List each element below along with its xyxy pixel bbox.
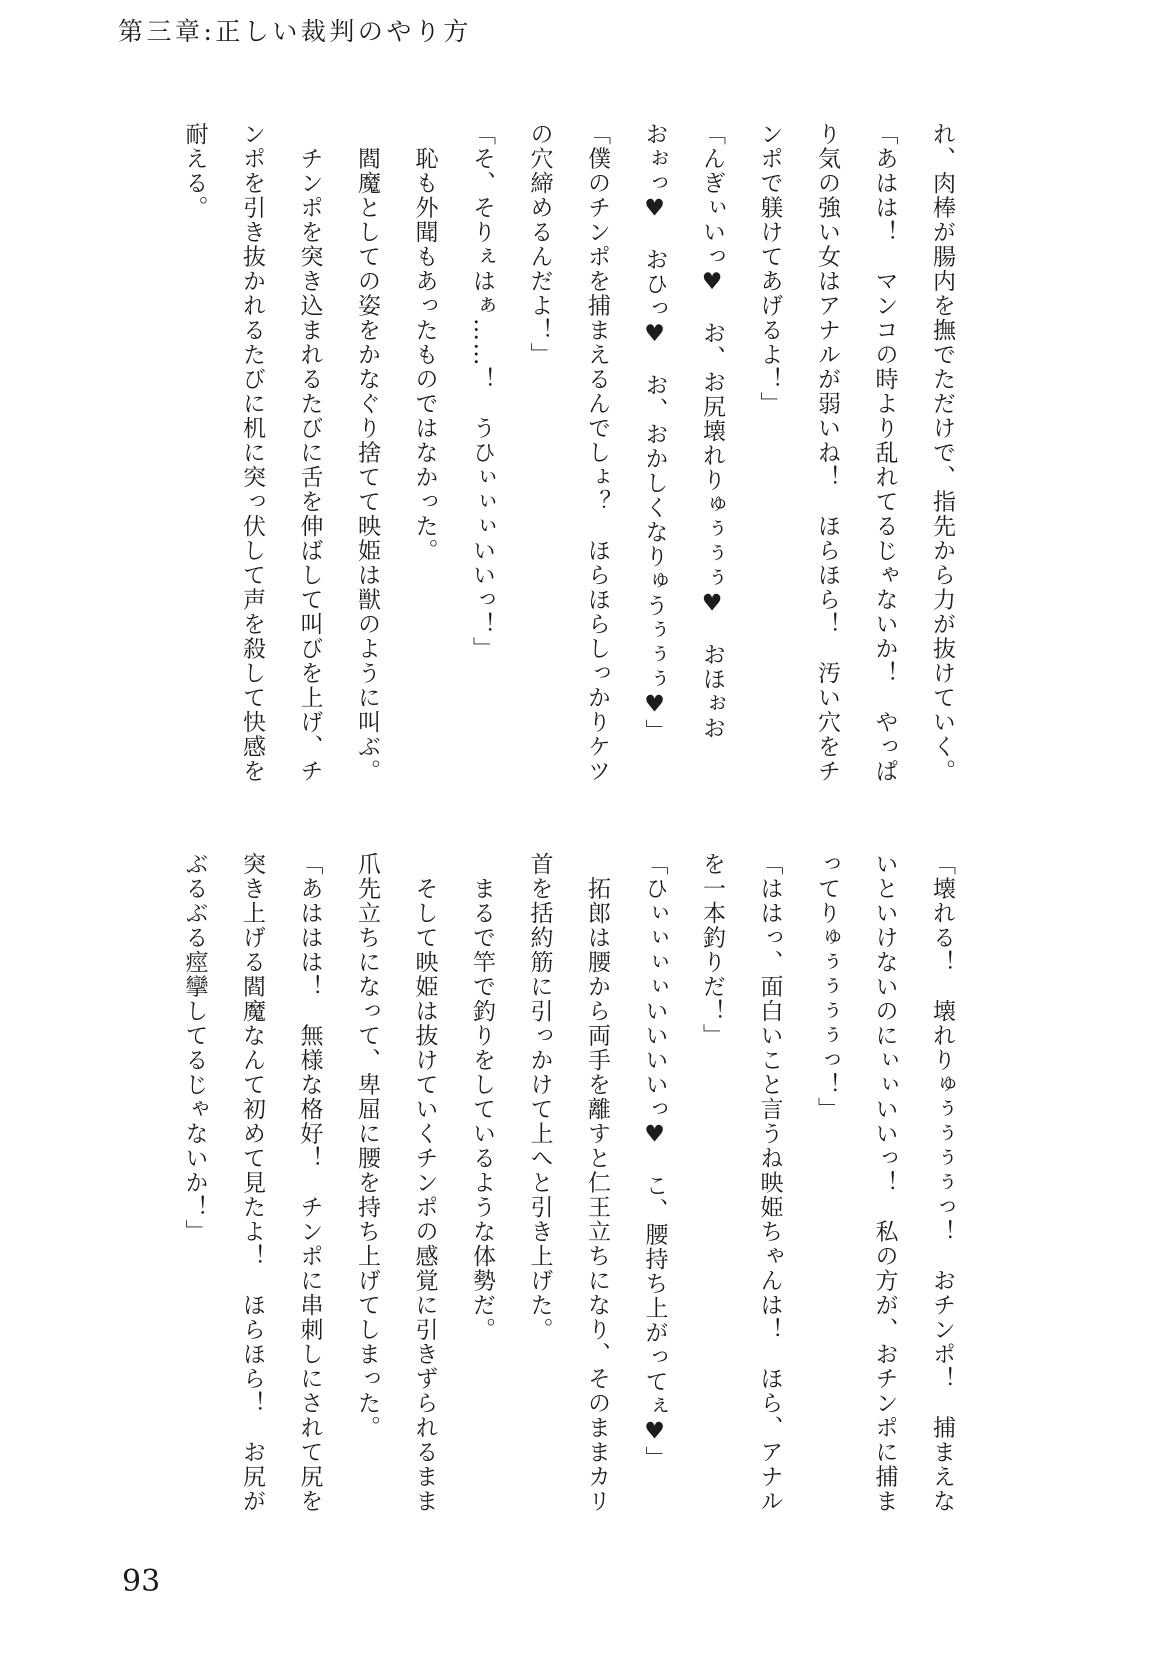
text-column: 「そ、そりぇはぁ……！ うひぃぃぃいいっ！」: [469, 122, 495, 661]
text-column: 「んぎぃいっ♥ お、お尻壊れりゅぅぅぅ♥ おほぉお: [699, 122, 725, 741]
text-column: 爪先立ちになって、卑屈に腰を持ち上げてしまった。: [354, 852, 380, 1440]
text-column: おぉっ♥ おひっ♥ お、おかしくなりゅうぅぅぅ♥」: [641, 122, 668, 744]
text-column: まるで竿で釣りをしているような体勢だ。: [469, 852, 495, 1342]
text-column: の穴締めるんだよ！」: [526, 122, 553, 367]
text-column: 「ひぃぃぃぃいいいいっ♥ こ、腰持ち上がってぇ♥」: [641, 852, 668, 1471]
text-column: チンポを突き込まれるたびに舌を伸ばして叫びを上げ、チ: [296, 122, 323, 784]
text-column: 「僕のチンポを捕まえるんでしょ？ ほらほらしっかりケツ: [584, 122, 610, 784]
text-column: 拓郎は腰から両手を離すと仁王立ちになり、そのままカリ: [584, 852, 610, 1514]
text-column: ぶるぶる痙攣してるじゃないか！」: [181, 852, 208, 1244]
page-number: 93: [122, 1564, 161, 1599]
chapter-header: 第三章:正しい裁判のやり方: [118, 17, 472, 46]
text-column: 「あはは！ マンコの時より乱れてるじゃないか！ やっぱ: [871, 122, 898, 784]
text-block-top: [165, 122, 970, 784]
text-column: 恥も外聞もあったものではなかった。: [411, 122, 438, 563]
text-column: 首を括約筋に引っかけて上へと引き上げた。: [526, 852, 553, 1342]
text-column: 「あははは！ 無様な格好！ チンポに串刺しにされて尻を: [296, 852, 323, 1514]
text-column: 「ははっ、面白いこと言うね映姫ちゃんは！ ほら、アナル: [756, 852, 783, 1514]
text-column: ンポを引き抜かれるたびに机に突っ伏して声を殺して快感を: [239, 122, 265, 784]
text-column: ンポで躾けてあげるよ！」: [756, 122, 783, 416]
text-column: いといけないのにぃぃいいっ！ 私の方が、おチンポに捕ま: [871, 852, 898, 1514]
text-block-bottom: [165, 852, 970, 1514]
text-column: を一本釣りだ！」: [699, 852, 725, 1048]
text-column: れ、肉棒が腸内を撫でただけで、指先から力が抜けていく。: [929, 122, 955, 784]
text-column: り気の強い女はアナルが弱いね！ ほらほら！ 汚い穴をチ: [814, 122, 840, 784]
text-column: 突き上げる閻魔なんて初めて見たよ！ ほらほら！ お尻が: [239, 852, 265, 1514]
text-column: ってりゅぅぅぅぅっ！」: [814, 852, 840, 1122]
text-column: 閻魔としての姿をかなぐり捨てて映姫は獣のように叫ぶ。: [354, 122, 380, 784]
text-column: 耐える。: [181, 122, 208, 220]
text-column: 「壊れる！ 壊れりゅぅぅぅぅっ！ おチンポ！ 捕まえな: [929, 852, 955, 1514]
text-column: そして映姫は抜けていくチンポの感覚に引きずられるまま: [411, 852, 438, 1514]
